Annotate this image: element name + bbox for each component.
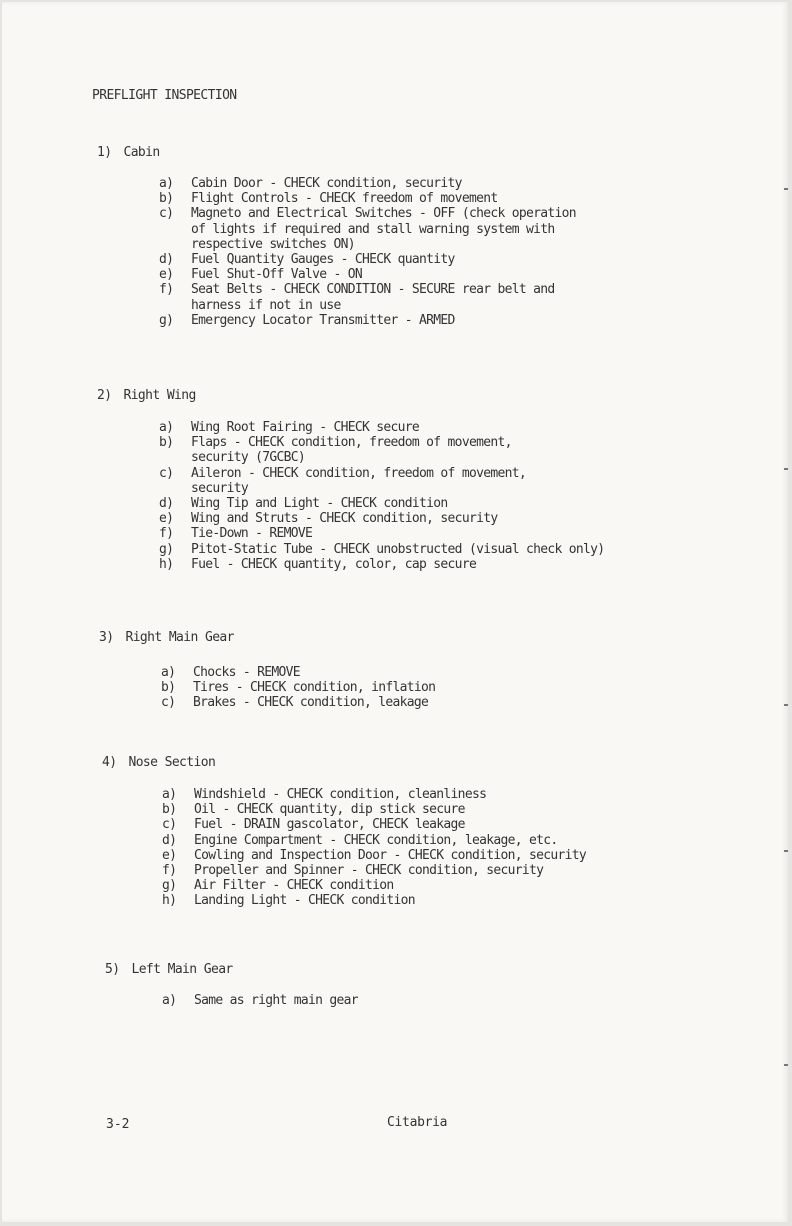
checklist-item [159, 252, 711, 267]
checklist [161, 665, 713, 711]
scan-edge-mark [784, 1064, 788, 1066]
item-text: Pitot-Static Tube - CHECK unobstructed (visual check only) [191, 541, 605, 557]
item-text: Fuel - DRAIN gascolator, CHECK leakage [194, 817, 465, 833]
document-page [2, 2, 788, 1222]
item-letter: a) [162, 993, 177, 1008]
section-title: Right Main Gear [125, 630, 234, 645]
checklist-item [162, 802, 714, 817]
section-heading [105, 962, 233, 977]
item-letter: e) [159, 511, 174, 527]
checklist-item [159, 542, 711, 557]
item-letter: d) [159, 252, 174, 268]
section-cabin [97, 145, 576, 328]
item-letter: e) [159, 267, 174, 283]
item-letter: h) [162, 893, 177, 909]
item-text: Fuel Quantity Gauges - CHECK quantity [191, 252, 455, 268]
section-number: 4) [102, 755, 117, 770]
item-text: Aileron - CHECK condition, freedom of movement, security [191, 465, 526, 496]
section-number: 5) [105, 962, 120, 977]
item-letter: a) [159, 176, 174, 191]
section-title: Nose Section [128, 755, 216, 770]
checklist-item [159, 176, 711, 191]
item-letter: f) [159, 282, 174, 298]
item-letter: f) [162, 863, 177, 879]
item-text: Magneto and Electrical Switches - OFF (check operation of lights if required and stall warning system with respective switches ON) [191, 206, 576, 252]
section-title: Left Main Gear [131, 962, 233, 977]
scan-edge-mark [784, 188, 788, 190]
item-letter: c) [161, 695, 176, 711]
item-letter: c) [162, 817, 177, 833]
item-text: Fuel Shut-Off Valve - ON [191, 267, 363, 283]
item-text: Windshield - CHECK condition, cleanliness [194, 787, 487, 802]
item-letter: g) [162, 878, 177, 894]
item-letter: d) [159, 496, 174, 512]
checklist-item [162, 878, 714, 893]
item-letter: a) [162, 787, 177, 802]
item-text: Wing Tip and Light - CHECK condition [191, 496, 448, 512]
item-text: Brakes - CHECK condition, leakage [193, 695, 429, 711]
checklist [159, 176, 711, 328]
section-nose [102, 755, 586, 909]
checklist-item [159, 511, 711, 526]
scan-edge-mark [784, 704, 788, 706]
item-text: Seat Belts - CHECK CONDITION - SECURE rear belt and harness if not in use [191, 282, 555, 313]
scan-edge-mark [784, 850, 788, 852]
item-letter: a) [159, 420, 174, 435]
item-text: Flaps - CHECK condition, freedom of movement, security (7GCBC) [191, 435, 512, 466]
scan-edge-mark [784, 468, 788, 470]
checklist-item [159, 466, 711, 496]
item-letter: e) [162, 847, 177, 863]
item-text: Air Filter - CHECK condition [194, 878, 394, 894]
item-text: Wing and Struts - CHECK condition, security [191, 511, 498, 527]
checklist-item [162, 787, 714, 802]
checklist [159, 420, 711, 572]
item-text: Landing Light - CHECK condition [194, 893, 415, 909]
checklist-item [161, 665, 713, 680]
checklist-item [162, 993, 714, 1008]
item-text: Cabin Door - CHECK condition, security [191, 176, 462, 191]
item-letter: b) [161, 680, 176, 696]
item-letter: b) [159, 191, 174, 207]
section-number: 2) [97, 388, 112, 403]
checklist-item [159, 435, 711, 465]
checklist-item [159, 191, 711, 206]
item-text: Propeller and Spinner - CHECK condition, security [194, 863, 544, 879]
page-title: PREFLIGHT INSPECTION [92, 88, 237, 103]
item-text: Engine Compartment - CHECK condition, leakage, etc. [194, 832, 558, 848]
checklist-item [159, 557, 711, 572]
checklist-item [162, 817, 714, 832]
section-title: Cabin [123, 145, 160, 160]
item-text: Tie-Down - REMOVE [191, 526, 313, 542]
section-number: 1) [97, 145, 112, 160]
section-right-wing [97, 388, 605, 572]
checklist-item [161, 695, 713, 710]
checklist [162, 993, 714, 1008]
section-heading [97, 388, 196, 403]
item-text: Same as right main gear [194, 993, 358, 1008]
item-text: Oil - CHECK quantity, dip stick secure [194, 802, 465, 818]
checklist-item [159, 496, 711, 511]
item-text: Chocks - REMOVE [193, 665, 300, 680]
item-text: Flight Controls - CHECK freedom of movement [191, 191, 498, 207]
section-heading [97, 145, 160, 160]
checklist-item [162, 833, 714, 848]
item-letter: b) [162, 802, 177, 818]
checklist-item [159, 282, 711, 312]
checklist-item [162, 893, 714, 908]
item-text: Cowling and Inspection Door - CHECK condition, security [194, 847, 586, 863]
item-letter: c) [159, 206, 174, 222]
item-text: Fuel - CHECK quantity, color, cap secure [191, 556, 477, 572]
item-letter: a) [161, 665, 176, 680]
checklist-item [159, 420, 711, 435]
checklist-item [159, 267, 711, 282]
checklist-item [162, 863, 714, 878]
item-letter: h) [159, 556, 174, 572]
publication-name: Citabria [387, 1115, 448, 1130]
item-letter: f) [159, 526, 174, 542]
item-text: Wing Root Fairing - CHECK secure [191, 420, 420, 435]
checklist-item [161, 680, 713, 695]
section-heading [102, 755, 215, 770]
page-number: 3-2 [106, 1117, 130, 1132]
checklist-item [162, 848, 714, 863]
item-letter: b) [159, 435, 174, 451]
item-letter: d) [162, 832, 177, 848]
section-number: 3) [99, 630, 114, 645]
item-letter: g) [159, 312, 174, 328]
checklist-item [159, 206, 711, 252]
section-heading [99, 630, 234, 645]
item-text: Tires - CHECK condition, inflation [193, 680, 436, 696]
section-left-main-gear [105, 962, 358, 1008]
item-letter: c) [159, 465, 174, 481]
section-title: Right Wing [123, 388, 196, 403]
item-letter: g) [159, 541, 174, 557]
checklist-item [159, 313, 711, 328]
section-right-main-gear [99, 630, 436, 711]
checklist-item [159, 526, 711, 541]
checklist [162, 787, 714, 909]
item-text: Emergency Locator Transmitter - ARMED [191, 312, 455, 328]
